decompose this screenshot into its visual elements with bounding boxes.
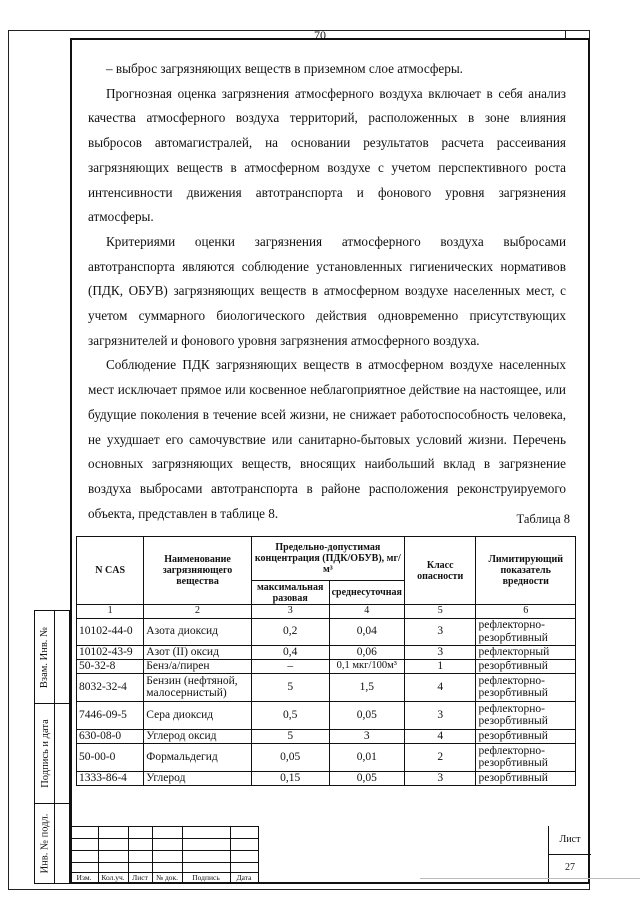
limiting-cell: рефлекторно-резорбтивный bbox=[476, 701, 576, 729]
max-cell: – bbox=[251, 659, 329, 673]
column-number: 4 bbox=[329, 605, 404, 619]
sheet-number: 27 bbox=[549, 854, 591, 884]
name-cell: Азот (II) оксид bbox=[144, 645, 251, 659]
paragraph: Критериями оценки загрязнения атмосферного воздуха выбросами автотранспорта являются соблюдение установленных гигиенических нормативов (ПДК, ОБУВ) загрязняющих веществ в атмосферном воздухе населенных мест, с учетом суммарного биологического действия одновременно присутствующих загрязнителей и фонового уровня загрязнения атмосферного воздуха. bbox=[88, 233, 566, 348]
title-block-label: № док. bbox=[155, 873, 179, 882]
max-cell: 0,4 bbox=[251, 645, 329, 659]
cas-cell: 7446-09-5 bbox=[77, 701, 144, 729]
class-cell: 2 bbox=[404, 743, 476, 771]
header-limiting: Лимитирующий показатель вредности bbox=[476, 537, 576, 605]
class-cell: 3 bbox=[404, 771, 476, 785]
side-stamp-replacement bbox=[34, 610, 70, 704]
avg-cell: 0,04 bbox=[329, 618, 404, 645]
column-number: 1 bbox=[77, 605, 144, 619]
max-cell: 5 bbox=[251, 729, 329, 743]
limiting-cell: рефлекторный bbox=[476, 645, 576, 659]
header-pdk: Предельно-допустимая концентрация (ПДК/ОБУВ), мг/м³ bbox=[251, 537, 404, 581]
max-cell: 5 bbox=[251, 673, 329, 701]
name-cell: Азота диоксид bbox=[144, 618, 251, 645]
cas-cell: 10102-43-9 bbox=[77, 645, 144, 659]
class-cell: 3 bbox=[404, 618, 476, 645]
side-stamp-signature bbox=[34, 704, 70, 804]
page-number: 70 bbox=[314, 28, 326, 42]
header-name: Наименование загрязняющего вещества bbox=[144, 537, 251, 605]
title-block-label: Дата bbox=[236, 873, 252, 882]
class-cell: 3 bbox=[404, 645, 476, 659]
paragraph: Соблюдение ПДК загрязняющих веществ в атмосферном воздухе населенных мест исключает прямое или косвенное неблагоприятное действие на настоящее, или будущие поколения в течение всей жизни, не снижает работоспособность человека, не ухудшает его самочувствие или санитарно-бытовых условий жизни. Перечень основных загрязняющих веществ, вносящих наибольший вклад в загрязнение воздуха выбросами автотранспорта в районе расположения реконструируемого объекта, представлен в таблице 8. bbox=[88, 357, 566, 521]
column-number: 6 bbox=[476, 605, 576, 619]
max-cell: 0,15 bbox=[251, 771, 329, 785]
table-row bbox=[77, 645, 576, 659]
title-block-label: Кол.уч. bbox=[101, 873, 125, 882]
title-block-label: Лист bbox=[132, 873, 148, 882]
max-cell: 0,2 bbox=[251, 618, 329, 645]
column-numbers-row bbox=[77, 605, 576, 619]
name-cell: Сера диоксид bbox=[144, 701, 251, 729]
title-block-label: Изм. bbox=[76, 873, 92, 882]
avg-cell: 1,5 bbox=[329, 673, 404, 701]
header-pdk-avg: среднесуточная bbox=[329, 581, 404, 605]
side-label-replacement-inv: Взам. Инв. № bbox=[39, 626, 51, 688]
avg-cell: 0,05 bbox=[329, 701, 404, 729]
limiting-cell: резорбтивный bbox=[476, 659, 576, 673]
column-number: 3 bbox=[251, 605, 329, 619]
column-number: 2 bbox=[144, 605, 251, 619]
name-cell: Бенз/а/пирен bbox=[144, 659, 251, 673]
table-row bbox=[77, 701, 576, 729]
column-number: 5 bbox=[404, 605, 476, 619]
avg-cell: 3 bbox=[329, 729, 404, 743]
limiting-cell: рефлекторно-резорбтивный bbox=[476, 743, 576, 771]
title-block bbox=[70, 826, 590, 884]
title-block-label: Подпись bbox=[192, 873, 220, 882]
table-row bbox=[77, 618, 576, 645]
table-row bbox=[77, 673, 576, 701]
table-row bbox=[77, 659, 576, 673]
body-text bbox=[88, 57, 566, 526]
table-row bbox=[77, 729, 576, 743]
table-row bbox=[77, 743, 576, 771]
paragraph: Прогнозная оценка загрязнения атмосферного воздуха включает в себя анализ качества атмосферного воздуха территорий, расположенных в зоне влияния выбросов автомагистралей, на основании результатов расчета рассеивания загрязняющих веществ в атмосферном воздухе с учетом перспективного роста интенсивности движения автотранспорта и фонового уровня загрязнения атмосферы. bbox=[88, 85, 566, 225]
limiting-cell: рефлекторно-резорбтивный bbox=[476, 618, 576, 645]
header-pdk-max: максимальная разовая bbox=[251, 581, 329, 605]
sheet-label: Лист bbox=[559, 834, 581, 845]
side-stamp-original bbox=[34, 804, 70, 884]
cas-cell: 630-08-0 bbox=[77, 729, 144, 743]
avg-cell: 0,01 bbox=[329, 743, 404, 771]
pollutants-table bbox=[76, 536, 576, 786]
cas-cell: 50-32-8 bbox=[77, 659, 144, 673]
name-cell: Бензин (нефтяной, малосернистый) bbox=[144, 673, 251, 701]
name-cell: Углерод bbox=[144, 771, 251, 785]
class-cell: 4 bbox=[404, 673, 476, 701]
name-cell: Формальдегид bbox=[144, 743, 251, 771]
cas-cell: 10102-44-0 bbox=[77, 618, 144, 645]
limiting-cell: резорбтивный bbox=[476, 729, 576, 743]
class-cell: 4 bbox=[404, 729, 476, 743]
header-hazard-class: Класс опасности bbox=[404, 537, 476, 605]
avg-cell: 0,05 bbox=[329, 771, 404, 785]
limiting-cell: резорбтивный bbox=[476, 771, 576, 785]
avg-cell: 0,1 мкг/100м³ bbox=[329, 659, 404, 673]
max-cell: 0,05 bbox=[251, 743, 329, 771]
name-cell: Углерод оксид bbox=[144, 729, 251, 743]
side-label-original-inv: Инв. № подл. bbox=[39, 813, 51, 874]
max-cell: 0,5 bbox=[251, 701, 329, 729]
sheet-box bbox=[548, 826, 590, 884]
avg-cell: 0,06 bbox=[329, 645, 404, 659]
side-label-signature-date: Подпись и дата bbox=[39, 719, 51, 788]
paragraph: – выброс загрязняющих веществ в приземном слое атмосферы. bbox=[106, 61, 463, 76]
table-row bbox=[77, 771, 576, 785]
class-cell: 1 bbox=[404, 659, 476, 673]
class-cell: 3 bbox=[404, 701, 476, 729]
scan-artifact-line bbox=[420, 878, 640, 879]
cas-cell: 50-00-0 bbox=[77, 743, 144, 771]
table-caption: Таблица 8 bbox=[516, 512, 570, 526]
limiting-cell: рефлекторно-резорбтивный bbox=[476, 673, 576, 701]
header-cas: N CAS bbox=[77, 537, 144, 605]
cas-cell: 1333-86-4 bbox=[77, 771, 144, 785]
cas-cell: 8032-32-4 bbox=[77, 673, 144, 701]
